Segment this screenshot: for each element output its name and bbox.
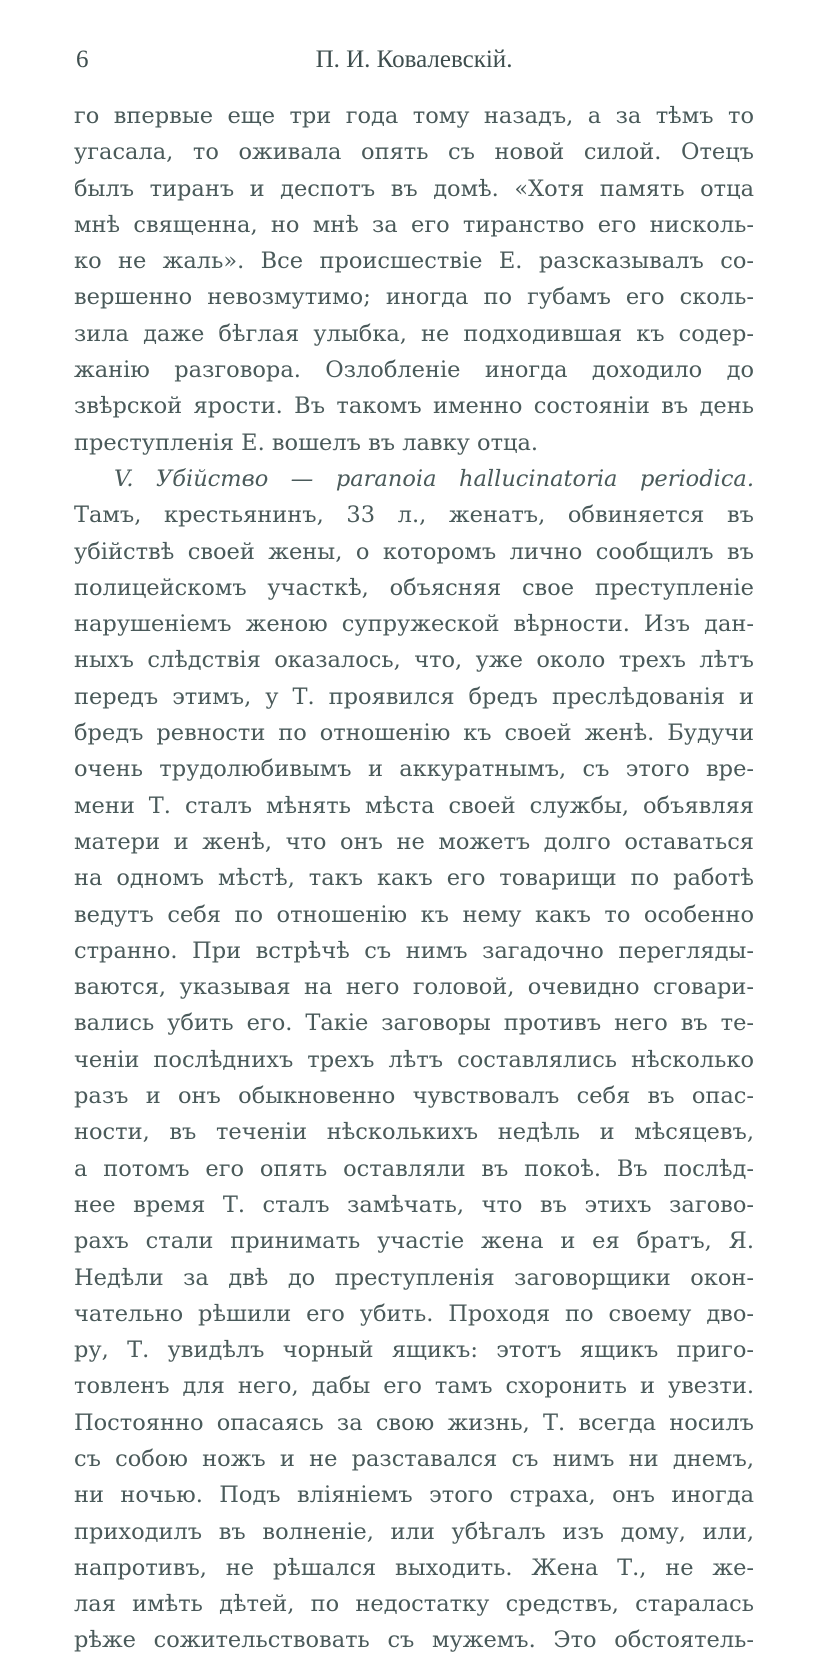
text-line: ни ночью. Подъ вліяніемъ этого страха, онъ иногда xyxy=(74,1482,754,1509)
page-number: 6 xyxy=(76,46,89,73)
text-line: ченіи послѣднихъ трехъ лѣтъ составлялись нѣсколько xyxy=(74,1046,754,1073)
text-line: на одномъ мѣстѣ, такъ какъ его товарищи по работѣ xyxy=(74,865,754,892)
running-head: П. И. Ковалевскій. xyxy=(315,46,513,73)
text-line: Недѣли за двѣ до преступленія заговорщики окон- xyxy=(74,1264,754,1291)
text-line: напротивъ, не рѣшался выходить. Жена Т., не же- xyxy=(74,1554,754,1581)
text-line: ведутъ себя по отношенію къ нему какъ то особенно xyxy=(74,901,754,928)
text-line: лая имѣть дѣтей, по недостатку средствъ, старалась xyxy=(74,1591,754,1618)
text-line: чательно рѣшили его убить. Проходя по своему дво- xyxy=(74,1300,754,1327)
text-line: съ собою ножъ и не разставался съ нимъ ни днемъ, xyxy=(74,1445,754,1472)
text-line: а потомъ его опять оставляли въ покоѣ. Въ послѣд- xyxy=(74,1155,754,1182)
text-line: передъ этимъ, у Т. проявился бредъ преслѣдованія и xyxy=(74,683,754,710)
text-line: ру, Т. увидѣлъ чорный ящикъ: этотъ ящикъ приго- xyxy=(74,1337,754,1364)
text-line: очень трудолюбивымъ и аккуратнымъ, съ этого вре- xyxy=(74,756,754,783)
text-line: Постоянно опасаясь за свою жизнь, Т. всегда носилъ xyxy=(74,1409,754,1436)
text-line: ко не жаль». Все происшествіе Е. разсказывалъ со- xyxy=(74,248,754,275)
text-line: нарушеніемъ женою супружеской вѣрности. Изъ дан- xyxy=(74,611,754,638)
text-line: ныхъ слѣдствія оказалось, что, уже около трехъ лѣтъ xyxy=(74,647,754,674)
text-line: вались убить его. Такіе заговоры противъ него въ те- xyxy=(74,1010,754,1037)
text-line: Тамъ, крестьянинъ, 33 л., женатъ, обвиняется въ xyxy=(74,502,754,529)
text-line: жанію разговора. Озлобленіе иногда доходило до xyxy=(74,357,754,384)
text-line: V. Убійство — paranoia hallucinatoria periodica. xyxy=(114,465,754,492)
text-line: ваются, указывая на него головой, очевидно сговари- xyxy=(74,974,754,1001)
text-line: полицейскомъ участкѣ, объясняя свое преступленіе xyxy=(74,574,754,601)
page-header xyxy=(74,44,754,76)
text-line: мнѣ священна, но мнѣ за его тиранство его нисколь- xyxy=(74,211,754,238)
text-line: былъ тиранъ и деспотъ въ домѣ. «Хотя память отца xyxy=(74,175,754,202)
text-line: вершенно невозмутимо; иногда по губамъ его сколь- xyxy=(74,284,754,311)
text-line: го впервые еще три года тому назадъ, а за тѣмъ то xyxy=(74,103,754,129)
text-line: приходилъ въ волненіе, или убѣгалъ изъ дому, или, xyxy=(74,1518,754,1545)
text-line: угасала, то оживала опять съ новой силой. Отецъ xyxy=(74,139,754,166)
text-line: товленъ для него, дабы его тамъ схоронить и увезти. xyxy=(74,1373,754,1400)
text-line: преступленія Е. вошелъ въ лавку отца. xyxy=(74,429,539,456)
text-line: странно. При встрѣчѣ съ нимъ загадочно перегляды- xyxy=(74,937,754,964)
text-line: убійствѣ своей жены, о которомъ лично сообщилъ въ xyxy=(74,538,754,565)
text-line: звѣрской ярости. Въ такомъ именно состояніи въ день xyxy=(74,393,754,420)
text-line: нее время Т. сталъ замѣчать, что въ этихъ загово- xyxy=(74,1191,754,1218)
text-line: бредъ ревности по отношенію къ своей женѣ. Будучи xyxy=(74,720,754,747)
text-line: матери и женѣ, что онъ не можетъ долго оставаться xyxy=(74,828,754,855)
text-line: мени Т. сталъ мѣнять мѣста своей службы, объявляя xyxy=(74,792,754,819)
text-line: рахъ стали принимать участіе жена и ея братъ, Я. xyxy=(74,1228,754,1255)
text-line: разъ и онъ обыкновенно чувствовалъ себя въ опас- xyxy=(74,1083,754,1110)
text-line: рѣже сожительствовать съ мужемъ. Это обстоятель- xyxy=(74,1627,754,1654)
body-text xyxy=(74,98,754,1659)
text-line: ности, въ теченіи нѣсколькихъ недѣль и мѣсяцевъ, xyxy=(74,1119,754,1146)
text-line: зила даже бѣглая улыбка, не подходившая къ содер- xyxy=(74,320,754,347)
